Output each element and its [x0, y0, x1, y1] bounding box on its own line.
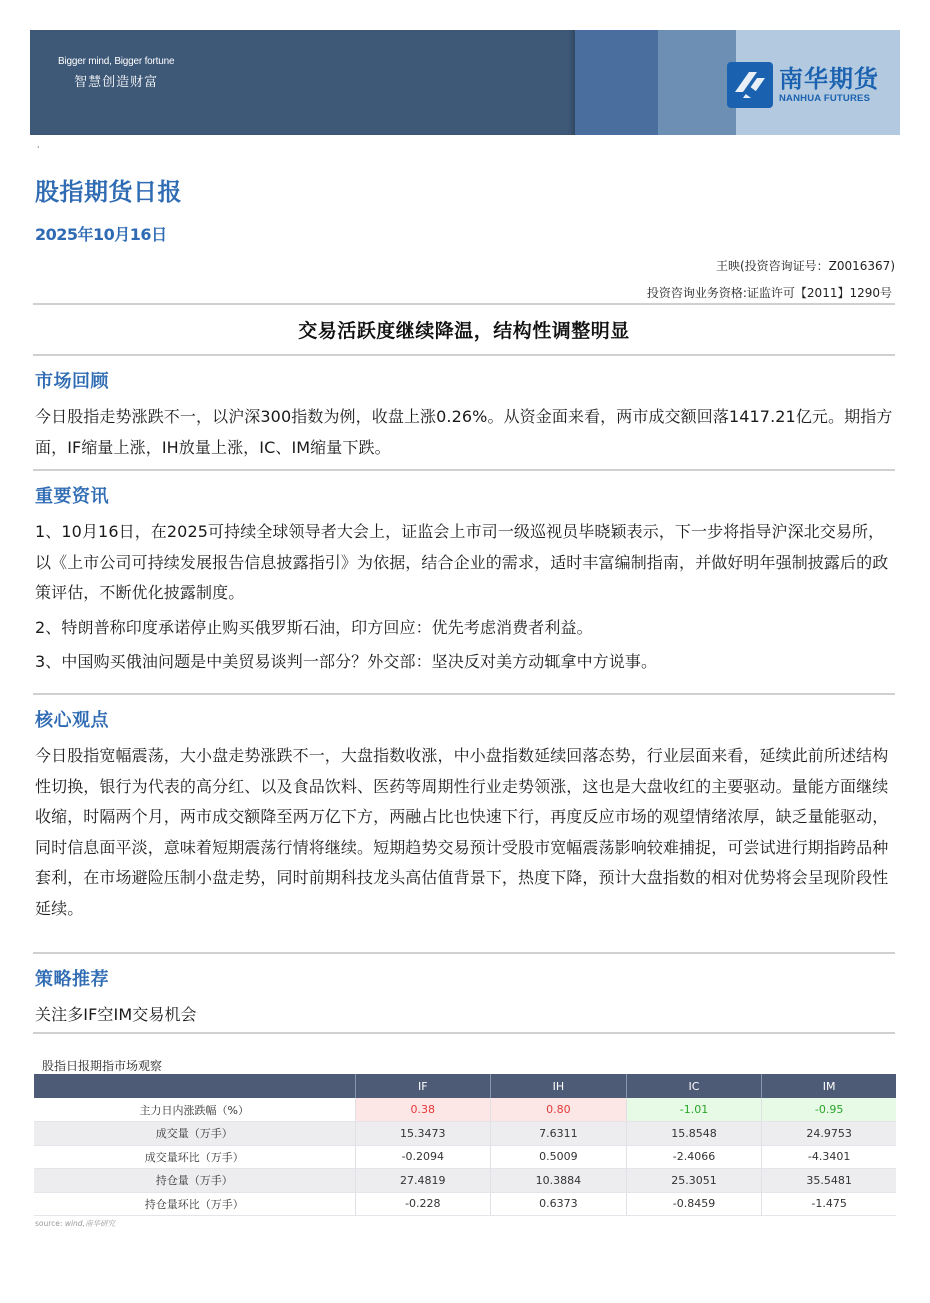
divider — [33, 303, 895, 305]
cell-value: 27.4819 — [355, 1169, 491, 1193]
slogan-en: Bigger mind, Bigger fortune — [58, 56, 175, 67]
cell-value: 10.3884 — [491, 1169, 627, 1193]
report-title: 股指期货日报 — [35, 178, 182, 206]
market-review-text: 今日股指走势涨跌不一，以沪深300指数为例，收盘上涨0.26%。从资金面来看，两市成交额回落1417.21亿元。期指方面，IF缩量上涨，IH放量上涨，IC、IM缩量下跌。 — [35, 407, 893, 457]
stray-dot: · — [37, 143, 40, 152]
row-label: 成交量环比（万手） — [34, 1145, 355, 1169]
analyst-info: 王映(投资咨询证号：Z0016367) — [715, 259, 895, 273]
source-text: wind,南华研究 — [64, 1219, 115, 1228]
table-header-row — [34, 1074, 896, 1098]
row-label: 持仓量（万手） — [34, 1169, 355, 1193]
source-prefix: source: — [35, 1219, 63, 1228]
cell-value: 15.3473 — [355, 1122, 491, 1146]
section-title-core-view: 核心观点 — [35, 710, 109, 731]
cell-value: -0.95 — [762, 1098, 896, 1122]
table-header-im: IM — [762, 1074, 896, 1098]
table-row — [34, 1192, 896, 1216]
table-caption: 股指日报期指市场观察 — [42, 1059, 163, 1073]
divider — [33, 1032, 895, 1034]
banner-segment-light — [658, 30, 736, 135]
core-view-text: 今日股指宽幅震荡，大小盘走势涨跌不一，大盘指数收涨，中小盘指数延续回落态势，行业层面来看，延续此前所述结构性切换，银行为代表的高分红、以及食品饮料、医药等周期性行业走势领涨，这也是大盘收红的主要驱动。量能方面继续收缩，时隔两个月，两市成交额降至两万亿下方，两融占比也快速下行，再度反应市场的观望情绪浓厚，缺乏量能驱动，同时信息面平淡，意味着短期震荡行情将继续。短期趋势交易预计受股市宽幅震荡影响较难捕捉，可尝试进行期指跨品种套利，在市场避险压制小盘走势，同时前期科技龙头高估值背景下，热度下降，预计大盘指数的相对优势将会呈现阶段性延续。 — [35, 746, 889, 918]
divider — [33, 469, 895, 471]
logo-text — [779, 66, 879, 104]
news-list — [35, 517, 895, 678]
divider — [33, 952, 895, 954]
table-row — [34, 1098, 896, 1122]
cell-value: -0.8459 — [626, 1192, 762, 1216]
cell-value: -1.475 — [762, 1192, 896, 1216]
cell-value: 0.38 — [355, 1098, 491, 1122]
section-title-news: 重要资讯 — [35, 486, 109, 507]
cell-value: 15.8548 — [626, 1122, 762, 1146]
cell-value: 35.5481 — [762, 1169, 896, 1193]
news-item: 3、中国购买俄油问题是中美贸易谈判一部分？外交部：坚决反对美方动辄拿中方说事。 — [35, 652, 658, 671]
table-header-ih: IH — [491, 1074, 627, 1098]
logo-en: NANHUA FUTURES — [779, 93, 871, 104]
logo-cn: 南华期货 — [779, 65, 879, 93]
cell-value: -1.01 — [626, 1098, 762, 1122]
headline: 交易活跃度继续降温，结构性调整明显 — [298, 320, 630, 342]
divider — [33, 354, 895, 356]
cell-value: -2.4066 — [626, 1145, 762, 1169]
nanhua-logo-icon — [727, 62, 773, 108]
table-row — [34, 1122, 896, 1146]
section-title-strategy: 策略推荐 — [35, 969, 109, 990]
cell-value: 25.3051 — [626, 1169, 762, 1193]
banner-segment-mid — [575, 30, 658, 135]
slogan-cn: 智慧创造财富 — [74, 75, 159, 90]
table-header-if: IF — [355, 1074, 491, 1098]
cell-value: -0.2094 — [355, 1145, 491, 1169]
news-item: 1、10月16日，在2025可持续全球领导者大会上，证监会上市司一级巡视员毕晓颖表示，下一步将指导沪深北交易所，以《上市公司可持续发展报告信息披露指引》为依据，结合企业的需求，适时丰富编制指南，并做好明年强制披露后的政策评估，不断优化披露制度。 — [35, 522, 889, 602]
cell-value: 0.80 — [491, 1098, 627, 1122]
cell-value: 24.9753 — [762, 1122, 896, 1146]
slogan — [58, 56, 174, 90]
cell-value: 7.6311 — [491, 1122, 627, 1146]
table-row — [34, 1169, 896, 1193]
cell-value: 0.5009 — [491, 1145, 627, 1169]
company-logo — [727, 62, 879, 108]
market-observation-table — [34, 1074, 896, 1216]
strategy-text: 关注多IF空IM交易机会 — [35, 1005, 197, 1024]
row-label: 主力日内涨跌幅（%） — [34, 1098, 355, 1122]
section-title-market-review: 市场回顾 — [35, 371, 109, 392]
row-label: 成交量（万手） — [34, 1122, 355, 1146]
cell-value: -4.3401 — [762, 1145, 896, 1169]
cell-value: -0.228 — [355, 1192, 491, 1216]
license-info: 投资咨询业务资格:证监许可【2011】1290号 — [646, 286, 892, 300]
row-label: 持仓量环比（万手） — [34, 1192, 355, 1216]
table-header-label — [34, 1074, 355, 1098]
table-row — [34, 1145, 896, 1169]
cell-value: 0.6373 — [491, 1192, 627, 1216]
report-date: 2025年10月16日 — [35, 225, 167, 244]
news-item: 2、特朗普称印度承诺停止购买俄罗斯石油，印方回应：优先考虑消费者利益。 — [35, 617, 593, 637]
table-header-ic: IC — [626, 1074, 762, 1098]
source-note — [35, 1218, 115, 1229]
divider — [33, 693, 895, 695]
